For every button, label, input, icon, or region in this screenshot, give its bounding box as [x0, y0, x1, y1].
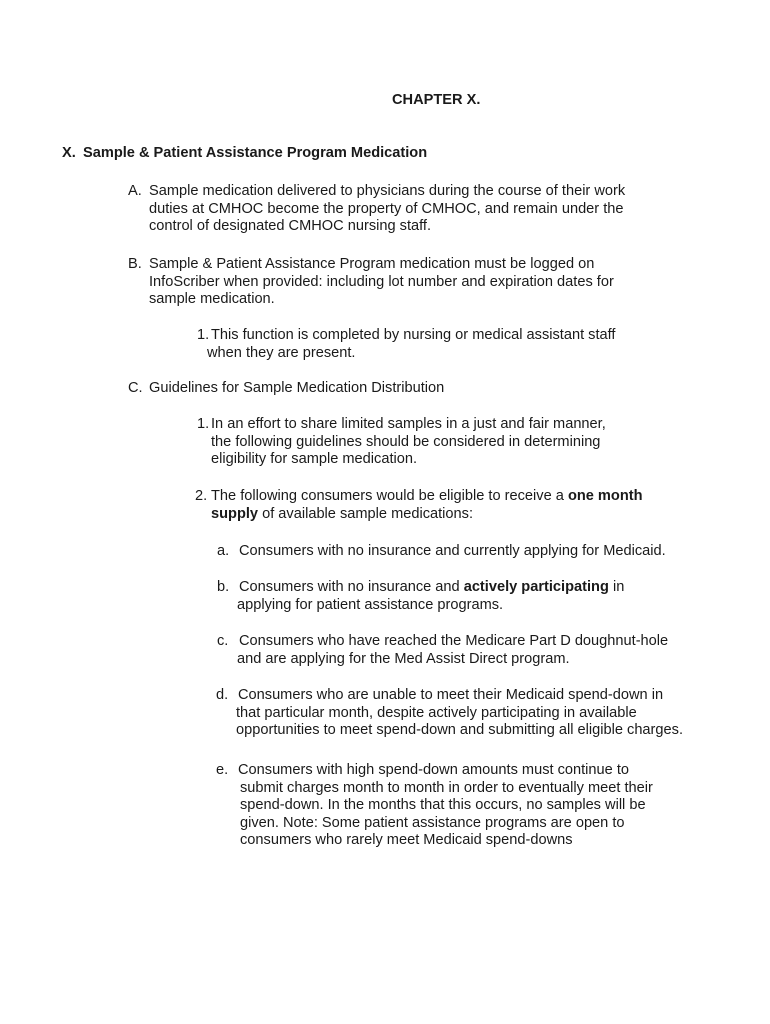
item-c-e-marker: e. [216, 762, 229, 778]
section-number: X. [62, 145, 76, 161]
item-c-2-line-1 [211, 488, 643, 506]
item-a-line-3: control of designated CMHOC nursing staff. [149, 218, 432, 235]
item-c-2-line-2-text: of available sample medications: [258, 505, 473, 522]
item-b-line-3: sample medication. [149, 291, 275, 308]
item-c-b-line-1-tail: in [608, 579, 625, 595]
item-c-e-line-5: consumers who rarely meet Medicaid spend-downs [240, 832, 573, 849]
item-c-c-line-2: and are applying for the Med Assist Direct program. [237, 650, 570, 667]
item-c-b-line-1-text: Consumers with no insurance and [239, 579, 464, 595]
section-heading [62, 145, 427, 163]
item-c-e-line-3: spend-down. In the months that this occurs, no samples will be [240, 797, 646, 814]
item-c-e-line-4: given. Note: Some patient assistance programs are open to [240, 814, 625, 831]
item-c-1-marker: 1. [197, 416, 210, 432]
item-b-marker: B. [128, 256, 142, 272]
item-c-line-1: Guidelines for Sample Medication Distribution [149, 380, 445, 396]
item-b-line-2: InfoScriber when provided: including lot number and expiration dates for [149, 273, 614, 290]
item-c-1-line-3: eligibility for sample medication. [211, 451, 418, 468]
item-c-marker: C. [128, 380, 143, 396]
item-c-2-emphasis-supply: supply [211, 505, 259, 522]
item-c-1-line-1: In an effort to share limited samples in a just and fair manner, [211, 416, 606, 432]
item-c-2-marker: 2. [195, 488, 208, 504]
item-c-a-line-1: Consumers with no insurance and currently applying for Medicaid. [239, 543, 666, 559]
item-c-b-emphasis: actively participating [463, 579, 609, 595]
item-c-2-line-2 [211, 506, 643, 524]
item-c-b-line-2: applying for patient assistance programs. [237, 596, 504, 613]
item-a-marker: A. [128, 183, 142, 199]
item-c-b-line-1 [239, 579, 624, 597]
item-c-e-line-1: Consumers with high spend-down amounts must continue to [238, 762, 629, 778]
item-c-d-line-3: opportunities to meet spend-down and submitting all eligible charges. [236, 722, 683, 739]
item-c-e-line-2: submit charges month to month in order to eventually meet their [240, 779, 653, 796]
item-c-2-emphasis-one-month: one month [567, 488, 643, 504]
item-c-d-marker: d. [216, 687, 229, 703]
item-b-1-marker: 1. [197, 327, 210, 343]
item-a-line-2: duties at CMHOC become the property of CMHOC, and remain under the [149, 200, 624, 217]
item-c-d-line-2: that particular month, despite actively participating in available [236, 704, 637, 721]
item-c-1-line-2: the following guidelines should be considered in determining [211, 433, 601, 450]
item-c-d-line-1: Consumers who are unable to meet their Medicaid spend-down in [238, 687, 664, 703]
item-c-2-line-1-text: The following consumers would be eligible to receive a [211, 488, 568, 504]
item-b-1-line-1: This function is completed by nursing or medical assistant staff [211, 327, 616, 343]
item-c-c-marker: c. [217, 633, 229, 649]
item-c-a-marker: a. [217, 543, 230, 559]
item-b-1-line-2: when they are present. [207, 344, 356, 361]
item-c-b-marker: b. [217, 579, 230, 595]
section-title: Sample & Patient Assistance Program Medication [83, 145, 428, 161]
item-a-line-1: Sample medication delivered to physicians during the course of their work [149, 183, 626, 199]
item-b-line-1: Sample & Patient Assistance Program medication must be logged on [149, 256, 595, 272]
item-c-c-line-1: Consumers who have reached the Medicare Part D doughnut-hole [239, 633, 669, 649]
chapter-title: CHAPTER X. [392, 92, 481, 108]
